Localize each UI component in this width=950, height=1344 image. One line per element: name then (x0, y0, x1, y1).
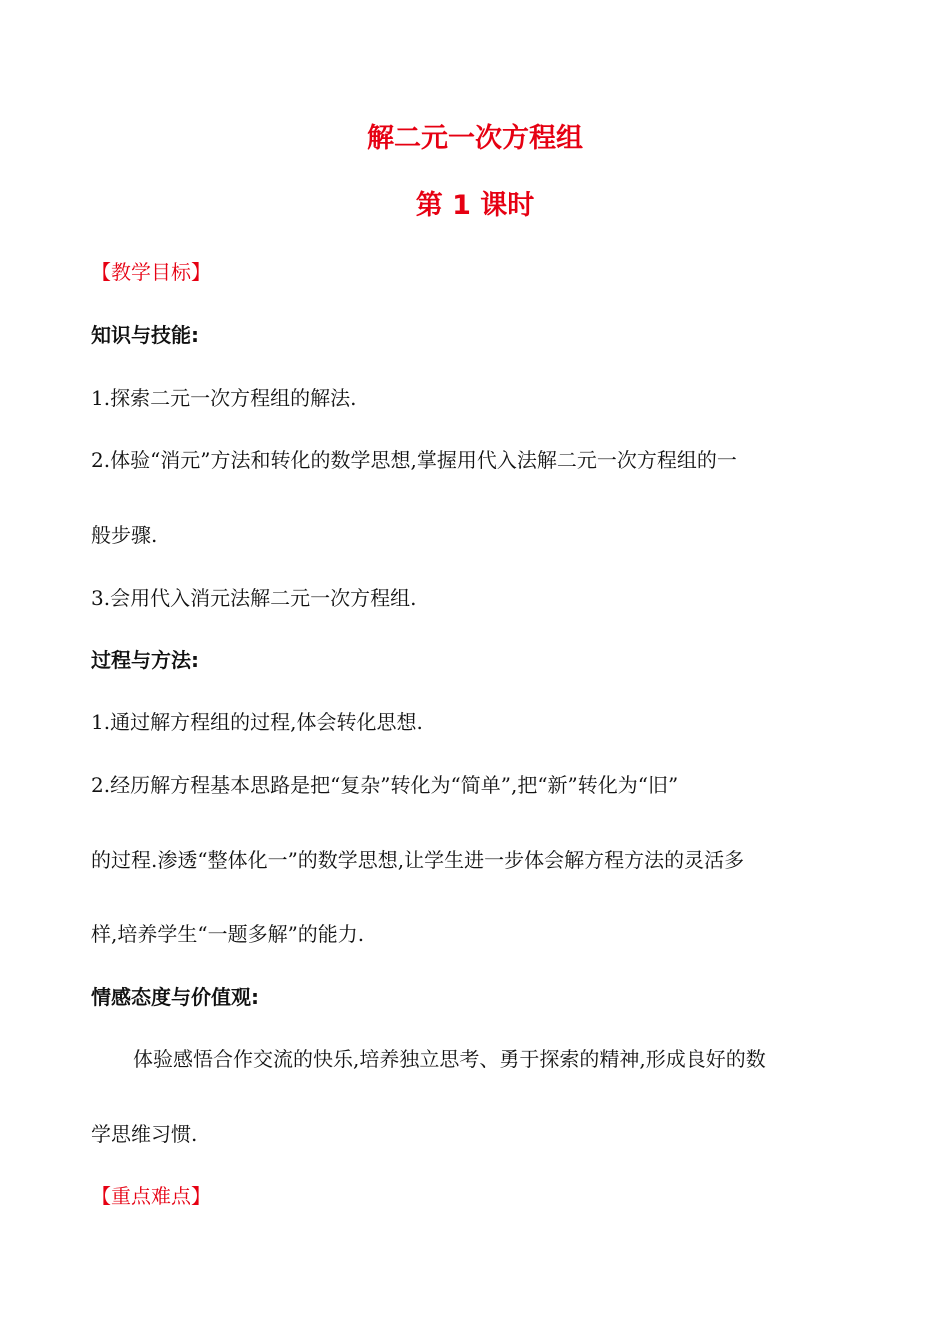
heading-emotion-values: 情感态度与价值观: (91, 985, 259, 1009)
section-teaching-objectives: 【教学目标】 (91, 260, 211, 284)
emotion-paragraph-continuation: 学思维习惯. (91, 1122, 198, 1146)
process-item: 2.经历解方程基本思路是把“复杂”转化为“简单”,把“新”转化为“旧” (91, 773, 679, 797)
knowledge-item: 2.体验“消元”方法和转化的数学思想,掌握用代入法解二元一次方程组的一 (91, 448, 737, 472)
process-item-continuation: 样,培养学生“一题多解”的能力. (91, 922, 365, 946)
emotion-paragraph: 体验感悟合作交流的快乐,培养独立思考、勇于探索的精神,形成良好的数 (133, 1047, 766, 1071)
lesson-subtitle: 第 1 课时 (415, 190, 535, 221)
knowledge-item: 3.会用代入消元法解二元一次方程组. (91, 586, 417, 610)
knowledge-item: 1.探索二元一次方程组的解法. (91, 386, 357, 410)
heading-knowledge-skills: 知识与技能: (91, 323, 199, 347)
heading-process-methods: 过程与方法: (91, 648, 199, 672)
knowledge-item-continuation: 般步骤. (91, 523, 158, 547)
document-title: 解二元一次方程组 (367, 123, 583, 154)
process-item: 1.通过解方程组的过程,体会转化思想. (91, 710, 423, 734)
process-item-continuation: 的过程.渗透“整体化一”的数学思想,让学生进一步体会解方程方法的灵活多 (91, 848, 745, 872)
section-key-points: 【重点难点】 (91, 1184, 211, 1208)
